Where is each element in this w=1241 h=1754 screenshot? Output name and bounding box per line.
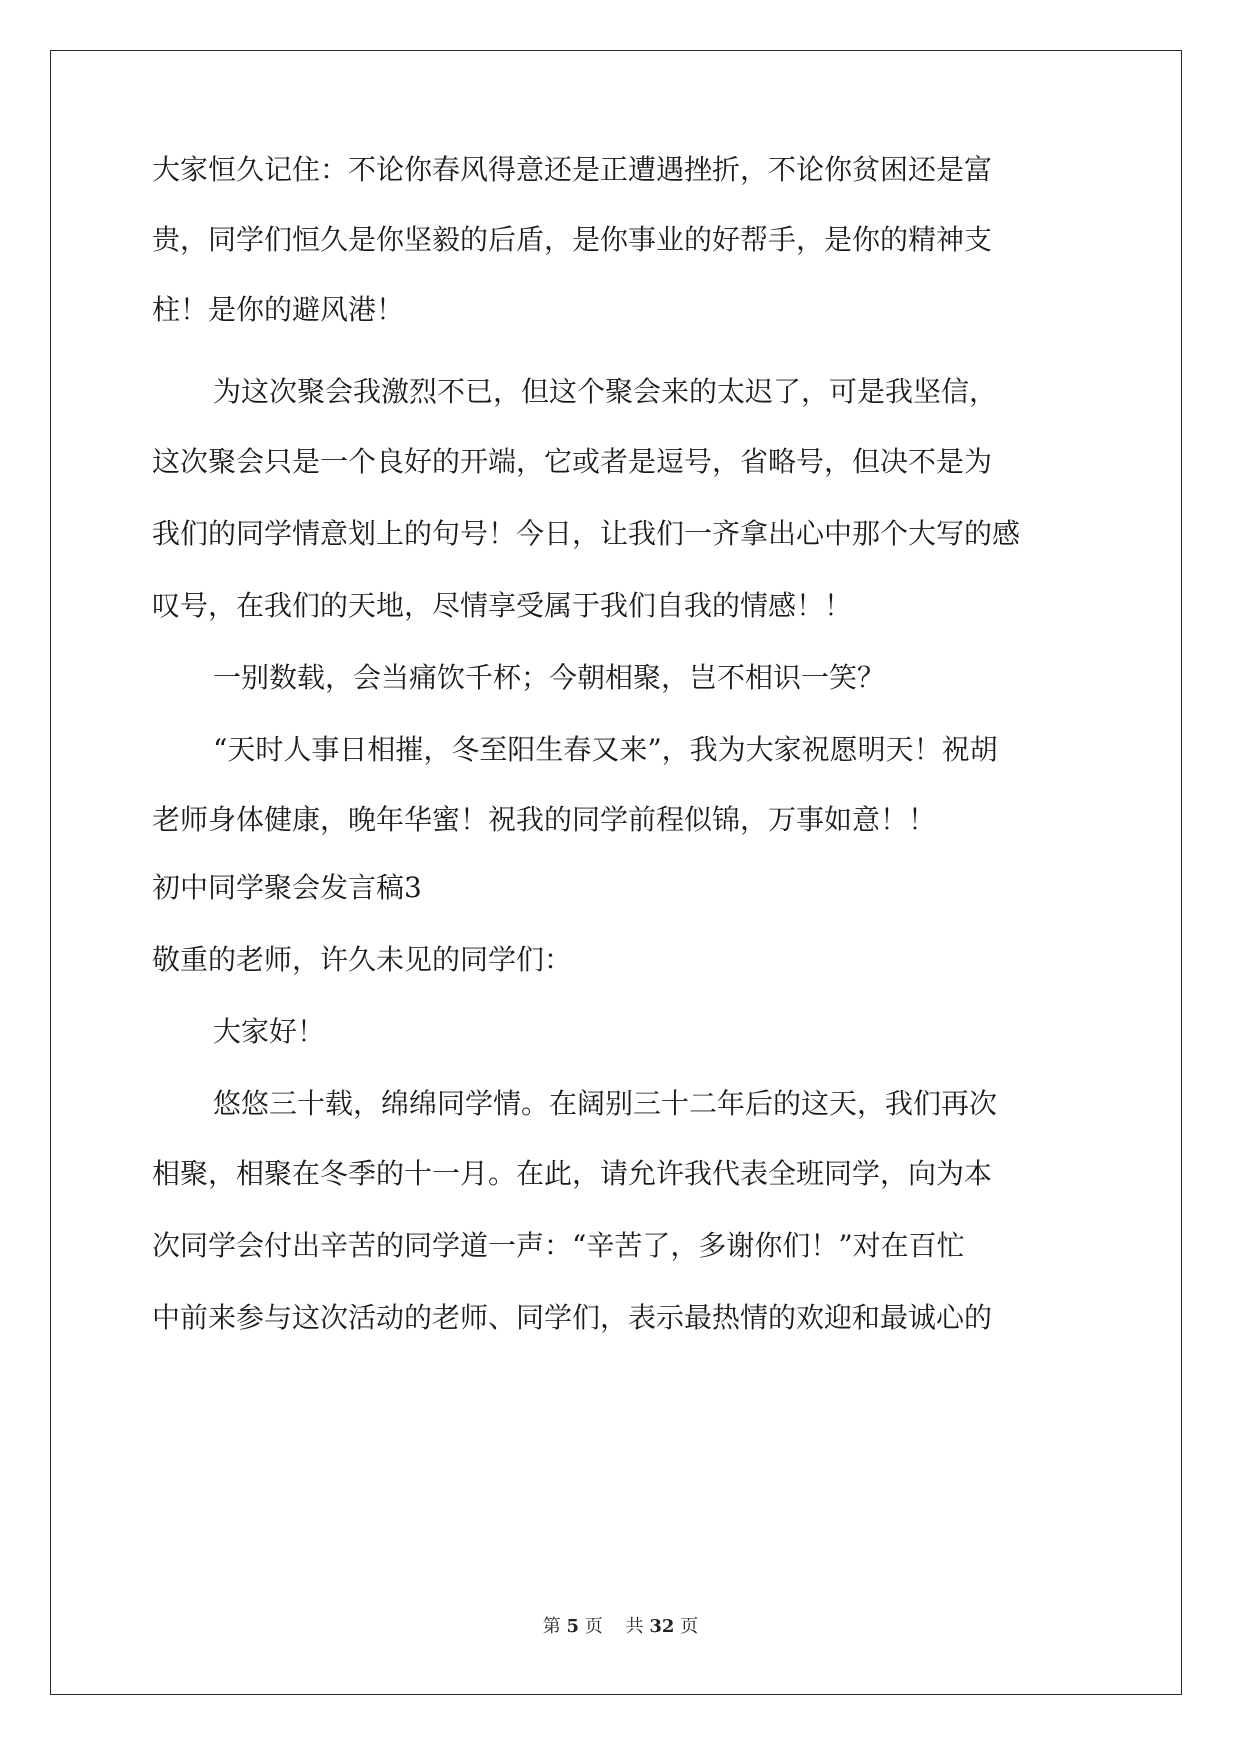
text-line: 柱！是你的避风港！ bbox=[152, 293, 405, 326]
text-line: 次同学会付出辛苦的同学道一声：“辛苦了，多谢你们！”对在百忙 bbox=[152, 1229, 965, 1262]
text-line: 老师身体健康，晚年华蜜！祝我的同学前程似锦，万事如意！！ bbox=[152, 803, 937, 836]
current-page-number: 5 bbox=[566, 1616, 580, 1637]
text-line: 悠悠三十载，绵绵同学情。在阔别三十二年后的这天，我们再次 bbox=[213, 1087, 998, 1120]
text-line: 我们的同学情意划上的句号！今日，让我们一齐拿出心中那个大写的感 bbox=[152, 517, 1021, 550]
text-line: 相聚，相聚在冬季的十一月。在此，请允许我代表全班同学，向为本 bbox=[152, 1157, 993, 1190]
footer-page-suffix: 页 bbox=[584, 1616, 603, 1637]
salutation: 敬重的老师，许久未见的同学们： bbox=[152, 943, 573, 976]
text-line: “天时人事日相摧，冬至阳生春又来”，我为大家祝愿明天！祝胡 bbox=[213, 733, 998, 766]
section-heading: 初中同学聚会发言稿3 bbox=[152, 871, 422, 904]
footer-total-prefix: 共 bbox=[625, 1616, 644, 1637]
text-line: 一别数载，会当痛饮千杯；今朝相聚，岂不相识一笑？ bbox=[213, 661, 886, 694]
greeting: 大家好！ bbox=[213, 1015, 326, 1048]
text-line: 叹号，在我们的天地，尽情享受属于我们自我的情感！！ bbox=[152, 589, 853, 622]
text-line: 中前来参与这次活动的老师、同学们，表示最热情的欢迎和最诚心的 bbox=[152, 1301, 993, 1334]
text-line: 大家恒久记住：不论你春风得意还是正遭遇挫折，不论你贫困还是富 bbox=[152, 153, 993, 186]
page-footer bbox=[0, 1615, 1241, 1639]
text-line: 贵，同学们恒久是你坚毅的后盾，是你事业的好帮手，是你的精神支 bbox=[152, 223, 993, 256]
footer-total-suffix: 页 bbox=[680, 1616, 699, 1637]
total-page-count: 32 bbox=[649, 1616, 675, 1637]
text-line: 这次聚会只是一个良好的开端，它或者是逗号，省略号，但决不是为 bbox=[152, 445, 993, 478]
footer-prefix: 第 bbox=[542, 1616, 561, 1637]
text-line: 为这次聚会我激烈不已，但这个聚会来的太迟了，可是我坚信， bbox=[213, 375, 998, 408]
